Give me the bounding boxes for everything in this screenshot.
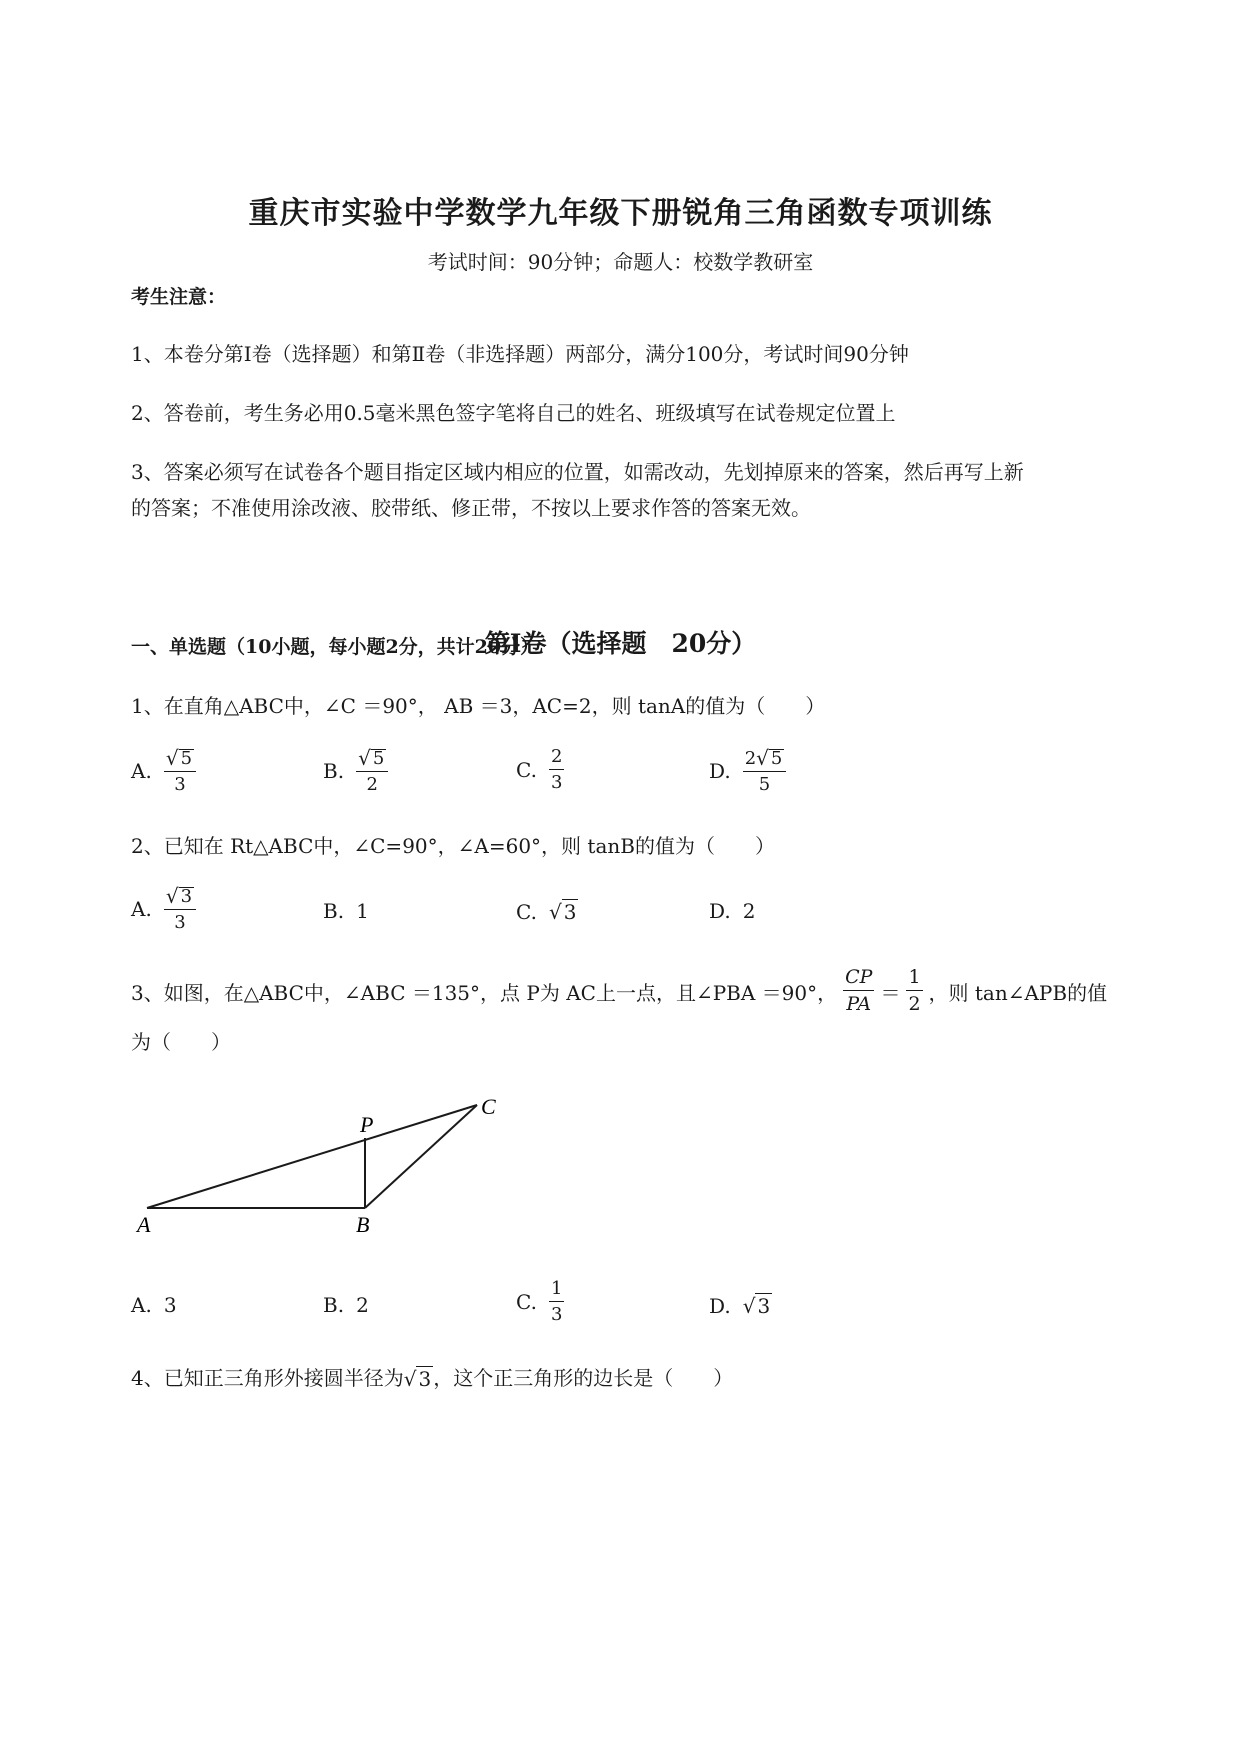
sqrt-value: √ 3 — [403, 1367, 432, 1391]
option-value: √ 3 — [548, 900, 577, 924]
option-value: 2 — [742, 899, 756, 923]
option-label: A. — [131, 897, 152, 921]
option-value: 2 — [356, 1293, 369, 1317]
option-value: √ 3 — [742, 1294, 771, 1318]
question-2-option-d[interactable] — [709, 899, 755, 923]
question-2-option-b[interactable] — [323, 899, 369, 923]
question-2-option-a[interactable] — [131, 886, 196, 932]
question-3-stem: 3、如图，在△ABC中，∠ABC ＝135°，点 P为 AC上一点，且∠PBA ＝90°， $\frac{CP}{PA}$ ＝ $\frac{1}{2}$ ，则 tan∠APB的值 — [131, 966, 1108, 1015]
section-title: 第Ⅰ卷（选择题 20分） — [484, 629, 757, 658]
question-1-option-a[interactable] — [131, 748, 196, 794]
option-fraction: $\frac{1}{3}$ — [550, 1278, 563, 1325]
question-1-option-b[interactable] — [323, 748, 388, 794]
notice-item-2: 2、答卷前，考生务必用0.5毫米黑色签字笔将自己的姓名、班级填写在试卷规定位置上 — [131, 401, 896, 425]
option-label: D. — [709, 899, 731, 923]
option-label: A. — [131, 759, 152, 783]
part-heading: 一、单选题（10小题，每小题2分，共计20分） — [131, 636, 540, 658]
segment-ac — [147, 1105, 477, 1208]
segment-bc — [365, 1105, 477, 1208]
label-p: P — [360, 1112, 374, 1137]
question-3-stem-line2: 为（ ） — [131, 1030, 231, 1054]
question-1-option-d[interactable] — [709, 748, 786, 794]
label-b: B — [356, 1212, 370, 1237]
question-1-option-c[interactable] — [516, 748, 564, 792]
question-2-stem: 2、已知在 Rt△ABC中，∠C=90°，∠A=60°，则 tanB的值为（ ） — [131, 834, 775, 858]
question-4-stem: 4、已知正三角形外接圆半径为 √ 3 ，这个正三角形的边长是（ ） — [131, 1366, 734, 1391]
triangle-figure — [125, 1085, 525, 1245]
option-fraction: 2 √ 5 5 — [743, 748, 787, 794]
question-3-option-b[interactable] — [323, 1293, 369, 1317]
label-a: A — [137, 1212, 151, 1237]
notice-heading: 考生注意： — [131, 286, 227, 308]
option-fraction: $\frac{2}{3}$ — [550, 746, 563, 793]
exam-title: 重庆市实验中学数学九年级下册锐角三角函数专项训练 — [248, 196, 993, 231]
exam-subtitle: 考试时间：90分钟；命题人：校数学教研室 — [427, 250, 814, 274]
question-3-option-c[interactable] — [516, 1280, 564, 1324]
question-1-stem: 1、在直角△ABC中，∠C ＝90°， AB ＝3，AC=2，则 tanA的值为（ ） — [131, 694, 826, 718]
question-2-option-c[interactable] — [516, 899, 578, 924]
label-c: C — [481, 1094, 496, 1119]
option-label: C. — [516, 1290, 537, 1314]
option-fraction: √ 3 3 — [164, 886, 196, 932]
notice-item-1: 1、本卷分第Ⅰ卷（选择题）和第Ⅱ卷（非选择题）两部分，满分100分，考试时间90分钟 — [131, 342, 909, 366]
option-label: A. — [131, 1293, 152, 1317]
notice-item-3-cont: 的答案；不准使用涂改液、胶带纸、修正带，不按以上要求作答的答案无效。 — [131, 496, 811, 520]
half-fraction: $\frac{1}{2}$ — [908, 966, 921, 1015]
ratio-fraction: $\frac{CP}{PA}$ — [845, 966, 873, 1015]
option-fraction: √ 5 3 — [164, 748, 196, 794]
option-value: 3 — [163, 1293, 177, 1317]
question-3-option-a[interactable] — [131, 1293, 177, 1317]
option-fraction: √ 5 2 — [356, 748, 388, 794]
option-label: C. — [516, 758, 537, 782]
option-label: D. — [709, 759, 731, 783]
option-label: C. — [516, 899, 537, 924]
question-3-option-d[interactable] — [709, 1293, 772, 1318]
notice-item-3: 3、答案必须写在试卷各个题目指定区域内相应的位置，如需改动，先划掉原来的答案，然后再写上新 — [131, 460, 1024, 484]
option-label: D. — [709, 1293, 731, 1318]
option-label: B. — [323, 1293, 345, 1317]
option-label: B. — [323, 759, 345, 783]
option-value: 1 — [356, 899, 369, 923]
option-label: B. — [323, 899, 345, 923]
